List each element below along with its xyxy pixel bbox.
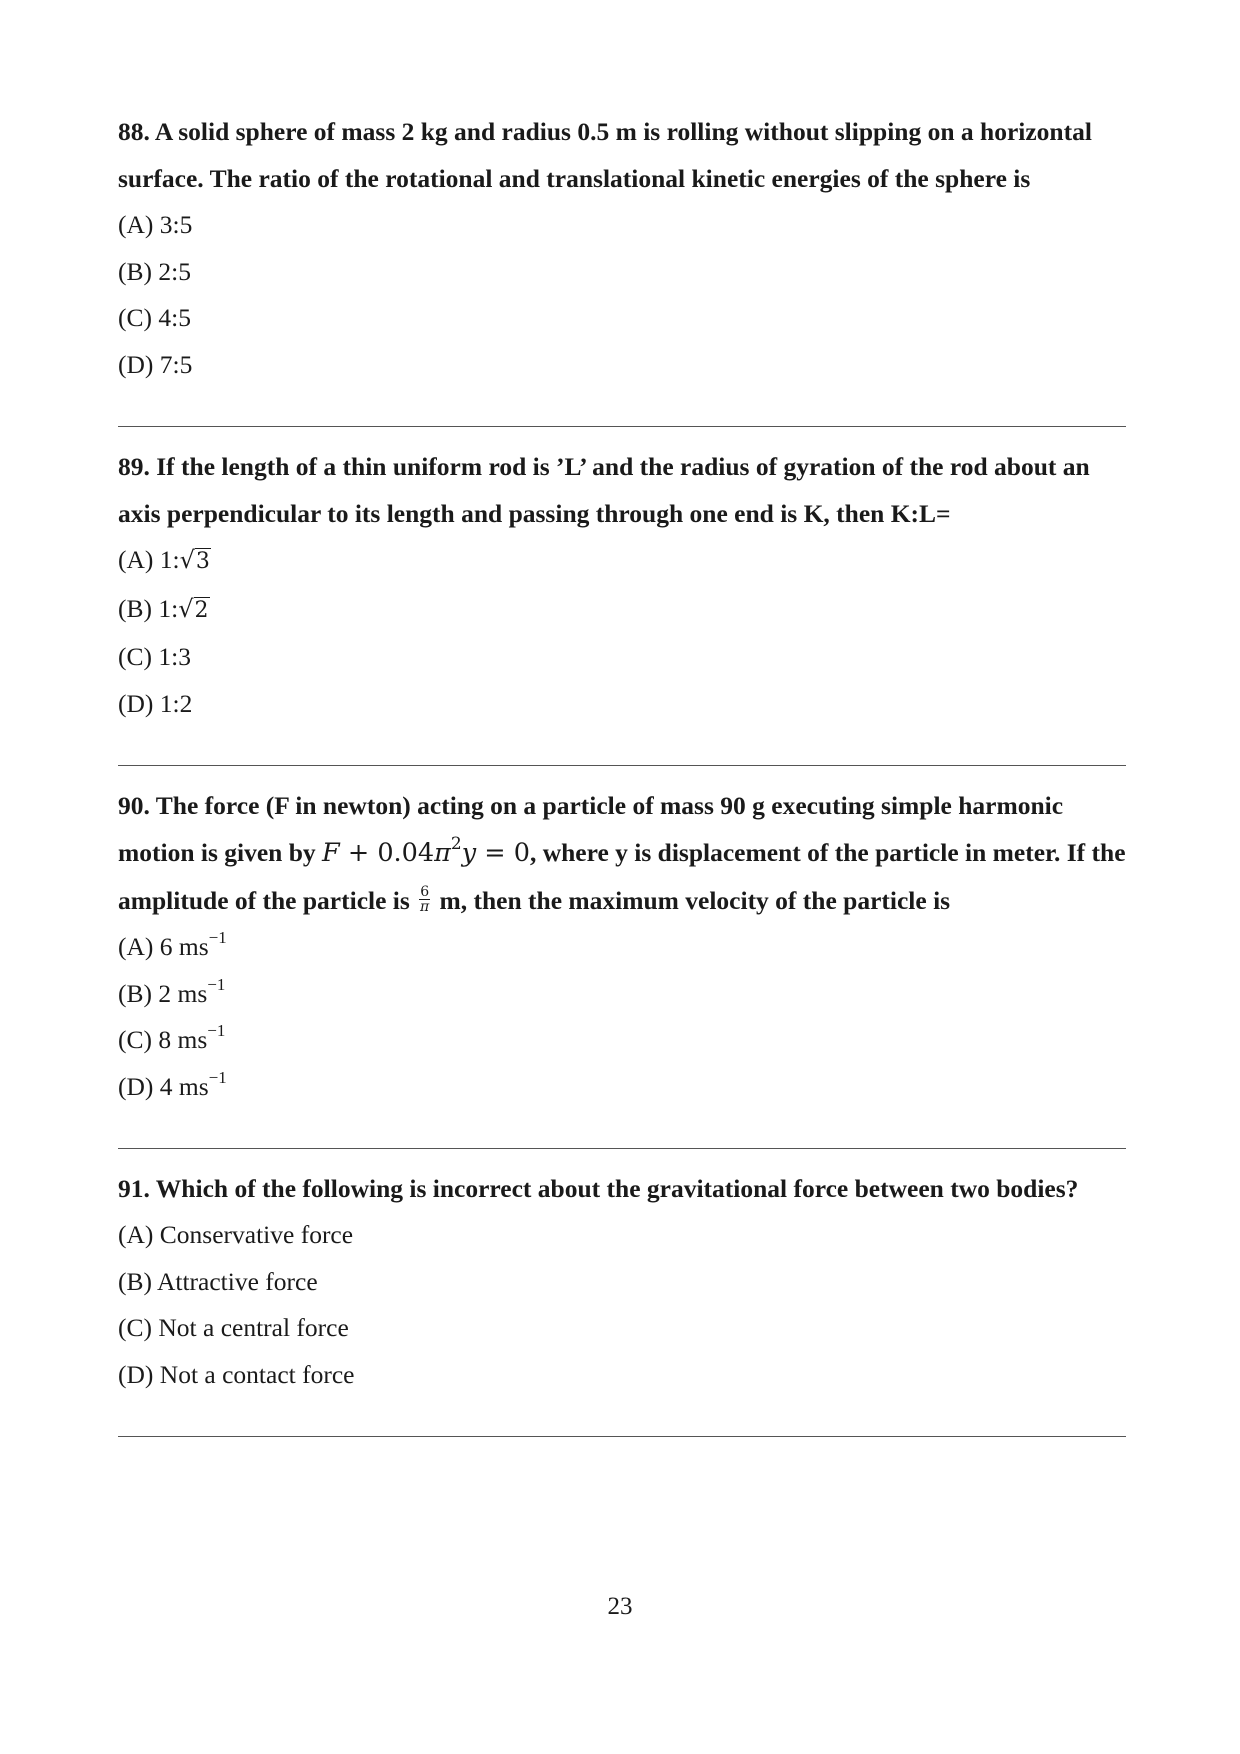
radical-sign: √: [178, 594, 194, 623]
option-value: 4:5: [158, 303, 191, 332]
option-value: 2:5: [158, 256, 191, 286]
option-c: [118, 1017, 1126, 1064]
question-text: [118, 443, 1126, 537]
options-list: [118, 537, 1126, 727]
option-value: 4: [159, 1071, 173, 1101]
option-b: [118, 971, 1126, 1018]
option-d: [118, 681, 1126, 728]
option-unit: ms: [177, 1025, 208, 1054]
option-label: (B): [118, 256, 152, 286]
option-unit: ms: [178, 1071, 209, 1101]
option-b: [118, 249, 1126, 296]
option-label: (D): [118, 688, 154, 718]
option-label: (C): [118, 1025, 152, 1054]
option-value: 1:3: [158, 642, 191, 671]
option-value: 8: [158, 1025, 172, 1054]
question-text: [118, 782, 1126, 924]
page-number: 23: [607, 1593, 633, 1620]
option-unit: ms: [178, 932, 209, 961]
radicand: 2: [194, 597, 209, 623]
question-body-part1: The force (F in newton) acting on a particle of mass 90 g executing simple harmonic motion is given by: [118, 791, 1064, 867]
square-root: [180, 537, 211, 586]
option-label: (B): [118, 1266, 152, 1296]
option-label: (A): [118, 210, 154, 239]
option-value: 7:5: [159, 349, 193, 379]
option-a: [118, 1212, 1126, 1259]
option-a: [118, 202, 1126, 249]
option-a: [118, 924, 1126, 971]
option-value: Attractive force: [156, 1266, 318, 1296]
option-label: (B): [118, 593, 152, 623]
question-body-part3: m, then the maximum velocity of the particle is: [439, 886, 951, 915]
option-value: Not a contact force: [159, 1359, 355, 1389]
option-label: (C): [118, 642, 152, 671]
option-value: 1:2: [159, 688, 193, 718]
option-value: 2: [158, 978, 172, 1008]
options-list: [118, 1212, 1126, 1398]
question-text: [118, 1165, 1126, 1212]
question-text: [118, 108, 1126, 202]
option-value: Conservative force: [159, 1220, 354, 1249]
divider: [118, 765, 1126, 766]
question-89: [118, 443, 1126, 727]
option-unit: ms: [177, 978, 208, 1008]
fraction-numerator: 6: [420, 883, 430, 900]
option-c: [118, 634, 1126, 681]
question-body: If the length of a thin uniform rod is ’L’ and the radius of gyration of the rod about an axis perpendicular to its length and passing through one end is K, then K:L=: [118, 452, 1090, 528]
question-88: [118, 108, 1126, 388]
option-label: (D): [118, 349, 154, 379]
option-prefix: 1:: [159, 545, 180, 574]
option-label: (D): [118, 1359, 154, 1389]
question-body: Which of the following is incorrect about the gravitational force between two bodies?: [155, 1174, 1079, 1203]
question-90: [118, 782, 1126, 1110]
radicand: 3: [195, 549, 210, 574]
question-number: 90.: [118, 791, 150, 820]
question-body-part2: , where y is displacement of the particle in meter. If the amplitude of the particle is: [118, 838, 1126, 915]
unit-exponent: −1: [207, 1021, 226, 1040]
option-label: (A): [118, 1220, 154, 1249]
option-label: (D): [118, 1071, 154, 1101]
option-d: [118, 342, 1126, 389]
options-list: [118, 202, 1126, 388]
question-number: 88.: [118, 117, 150, 146]
option-label: (A): [118, 932, 154, 961]
question-page: [118, 108, 1126, 1437]
option-c: [118, 1305, 1126, 1352]
question-number: 91.: [118, 1174, 150, 1203]
option-value: 6: [159, 932, 173, 961]
fraction-denominator: π: [420, 898, 430, 915]
unit-exponent: −1: [208, 928, 227, 947]
question-body: A solid sphere of mass 2 kg and radius 0.5 m is rolling without slipping on a horizontal surface. The ratio of the rotational and translational kinetic energies of the sphere is: [118, 117, 1092, 193]
option-c: [118, 295, 1126, 342]
option-label: (C): [118, 303, 152, 332]
square-root: [178, 586, 209, 635]
question-91: [118, 1165, 1126, 1398]
option-label: (A): [118, 545, 154, 574]
option-b: [118, 586, 1126, 635]
option-label: (C): [118, 1313, 152, 1342]
amplitude-fraction: [419, 883, 430, 915]
question-number: 89.: [118, 452, 150, 481]
option-prefix: 1:: [158, 593, 179, 623]
option-value: 3:5: [159, 210, 193, 239]
divider: [118, 1148, 1126, 1149]
option-b: [118, 1259, 1126, 1306]
force-equation: $F + 0.04\pi^2y = 0$: [322, 834, 530, 868]
unit-exponent: −1: [208, 1067, 227, 1087]
option-d: [118, 1064, 1126, 1111]
option-label: (B): [118, 978, 152, 1008]
option-a: [118, 537, 1126, 586]
divider: [118, 426, 1126, 427]
radical-sign: √: [179, 546, 195, 574]
unit-exponent: −1: [207, 974, 226, 994]
divider: [118, 1436, 1126, 1437]
option-d: [118, 1352, 1126, 1399]
option-value: Not a central force: [158, 1313, 349, 1342]
options-list: [118, 924, 1126, 1110]
